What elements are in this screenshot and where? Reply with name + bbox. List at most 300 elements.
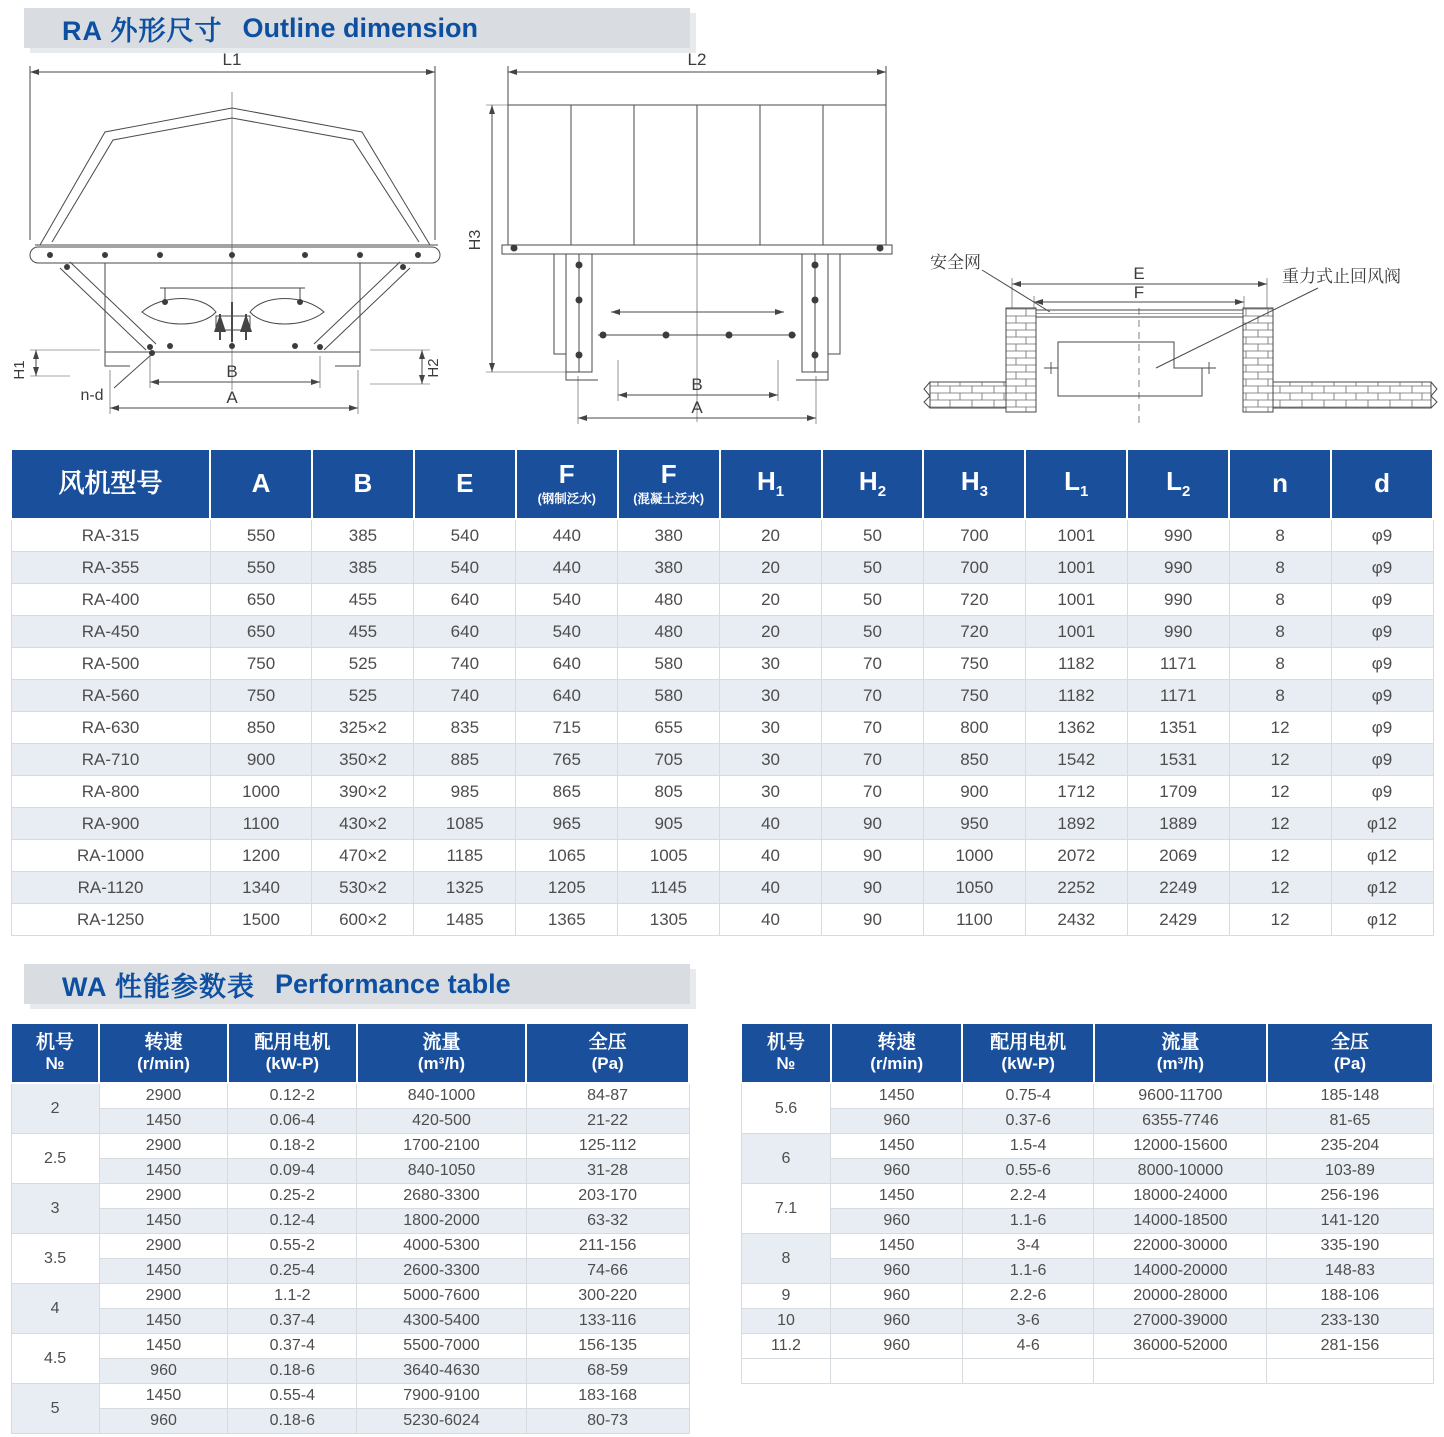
performance-value-cell: 31-28 <box>526 1159 689 1184</box>
performance-table-row <box>741 1309 1433 1334</box>
dimension-column-header: F (混凝土泛水) <box>618 449 720 519</box>
dimension-value-cell: 765 <box>516 744 618 776</box>
dimension-value-cell: 2429 <box>1127 904 1229 936</box>
performance-table-right <box>740 1022 1434 1384</box>
install-dim-label-e: E <box>1133 264 1145 283</box>
performance-table-row <box>741 1259 1433 1284</box>
dimension-value-cell: 1542 <box>1025 744 1127 776</box>
performance-value-cell: 84-87 <box>526 1083 689 1109</box>
dimension-value-cell: 40 <box>720 840 822 872</box>
dimension-value-cell: 1362 <box>1025 712 1127 744</box>
performance-value-cell: 256-196 <box>1267 1184 1433 1209</box>
section-title-outline <box>24 8 690 48</box>
performance-value-cell: 1700-2100 <box>357 1134 527 1159</box>
performance-value-cell: 2900 <box>99 1083 228 1109</box>
dimension-value-cell: 1065 <box>516 840 618 872</box>
front-dim-label-nd: n-d <box>80 387 104 404</box>
performance-table-row <box>741 1234 1433 1259</box>
dimension-value-cell: 540 <box>516 584 618 616</box>
dimension-value-cell: 90 <box>822 904 924 936</box>
dimension-value-cell: 650 <box>210 616 312 648</box>
dimension-value-cell: 865 <box>516 776 618 808</box>
dimension-value-cell: 90 <box>822 808 924 840</box>
dimension-value-cell: 440 <box>516 552 618 584</box>
dimension-value-cell: 1000 <box>923 840 1025 872</box>
performance-value-cell: 300-220 <box>526 1284 689 1309</box>
dimension-value-cell: 1340 <box>210 872 312 904</box>
dimension-value-cell: 905 <box>618 808 720 840</box>
performance-table-row <box>11 1409 689 1434</box>
dimension-value-cell: 8 <box>1229 680 1331 712</box>
dimension-value-cell: 700 <box>923 552 1025 584</box>
performance-value-cell: 1.1-6 <box>962 1259 1093 1284</box>
install-label-check-damper: 重力式止回风阀 <box>1282 267 1401 286</box>
performance-value-cell: 2900 <box>99 1134 228 1159</box>
dimension-value-cell: 50 <box>822 616 924 648</box>
front-dim-label-a: A <box>226 388 238 407</box>
dimension-value-cell: 525 <box>312 648 414 680</box>
fan-model-cell: RA-630 <box>11 712 210 744</box>
fan-side-view-diagram <box>466 50 918 442</box>
dimension-value-cell: 1712 <box>1025 776 1127 808</box>
fan-size-label-cell: 8 <box>741 1234 831 1284</box>
performance-value-cell: 2.2-4 <box>962 1184 1093 1209</box>
performance-value-cell: 335-190 <box>1267 1234 1433 1259</box>
dimension-value-cell: 1001 <box>1025 552 1127 584</box>
performance-value-cell: 0.09-4 <box>228 1159 357 1184</box>
dimension-value-cell: 540 <box>516 616 618 648</box>
dimension-value-cell: 70 <box>822 648 924 680</box>
dimension-value-cell: 20 <box>720 519 822 552</box>
dimension-value-cell: 470×2 <box>312 840 414 872</box>
performance-value-cell: 5500-7000 <box>357 1334 527 1359</box>
performance-value-cell: 2600-3300 <box>357 1259 527 1284</box>
dimension-table-row <box>11 872 1433 904</box>
performance-table-row <box>741 1134 1433 1159</box>
performance-value-cell: 960 <box>831 1159 962 1184</box>
dimension-column-header: B <box>312 449 414 519</box>
dimension-value-cell: 990 <box>1127 519 1229 552</box>
fan-model-cell: RA-355 <box>11 552 210 584</box>
performance-value-cell: 211-156 <box>526 1234 689 1259</box>
dimension-value-cell: 480 <box>618 584 720 616</box>
performance-table-row <box>11 1384 689 1409</box>
dimension-value-cell: 325×2 <box>312 712 414 744</box>
performance-table-row <box>11 1234 689 1259</box>
dimension-table-row <box>11 776 1433 808</box>
performance-column-header: 流量 (m³/h) <box>1094 1023 1267 1083</box>
dimension-value-cell: 540 <box>414 552 516 584</box>
performance-column-header: 流量 (m³/h) <box>357 1023 527 1083</box>
dimension-column-header: $H_1$ <box>720 449 822 519</box>
dimension-value-cell: 1050 <box>923 872 1025 904</box>
performance-value-cell: 156-135 <box>526 1334 689 1359</box>
performance-value-cell: 960 <box>831 1209 962 1234</box>
dimension-value-cell: 50 <box>822 519 924 552</box>
performance-column-header: 全压 (Pa) <box>1267 1023 1433 1083</box>
performance-value-cell: 840-1050 <box>357 1159 527 1184</box>
dimension-table-row <box>11 680 1433 712</box>
performance-value-cell: 148-83 <box>1267 1259 1433 1284</box>
performance-value-cell: 960 <box>99 1359 228 1384</box>
performance-value-cell: 22000-30000 <box>1094 1234 1267 1259</box>
dimension-value-cell: 385 <box>312 552 414 584</box>
section-title-performance <box>24 964 690 1004</box>
dimension-value-cell: 950 <box>923 808 1025 840</box>
dimension-value-cell: 550 <box>210 552 312 584</box>
dimension-column-header: $H_3$ <box>923 449 1025 519</box>
install-dim-label-f: F <box>1133 283 1145 302</box>
dimension-value-cell: 835 <box>414 712 516 744</box>
dimension-value-cell: 90 <box>822 840 924 872</box>
dimension-value-cell: 580 <box>618 648 720 680</box>
dimension-table-row <box>11 904 1433 936</box>
dimension-value-cell: 90 <box>822 872 924 904</box>
dimension-value-cell: 2069 <box>1127 840 1229 872</box>
dimension-value-cell: 750 <box>923 680 1025 712</box>
performance-table-row <box>11 1309 689 1334</box>
dimension-value-cell: 455 <box>312 616 414 648</box>
dimension-value-cell: 655 <box>618 712 720 744</box>
performance-table-row <box>741 1284 1433 1309</box>
performance-value-cell: 0.37-4 <box>228 1334 357 1359</box>
dimension-value-cell: 900 <box>923 776 1025 808</box>
performance-table-row <box>741 1209 1433 1234</box>
performance-value-cell: 103-89 <box>1267 1159 1433 1184</box>
performance-value-cell: 1450 <box>99 1109 228 1134</box>
front-dim-label-h1: H1 <box>11 360 28 380</box>
dimension-table-row <box>11 616 1433 648</box>
dimension-value-cell: 8 <box>1229 584 1331 616</box>
dimension-value-cell: 1200 <box>210 840 312 872</box>
dimension-value-cell: 1205 <box>516 872 618 904</box>
fan-model-cell: RA-315 <box>11 519 210 552</box>
dimension-value-cell: φ9 <box>1331 744 1433 776</box>
fan-model-cell: RA-710 <box>11 744 210 776</box>
dimension-value-cell: 1185 <box>414 840 516 872</box>
performance-value-cell: 0.12-4 <box>228 1209 357 1234</box>
dimension-value-cell: 1171 <box>1127 648 1229 680</box>
dimension-value-cell: φ9 <box>1331 712 1433 744</box>
performance-table-row <box>741 1109 1433 1134</box>
fan-model-cell: RA-800 <box>11 776 210 808</box>
performance-table-row <box>741 1083 1433 1109</box>
performance-value-cell: 0.55-2 <box>228 1234 357 1259</box>
performance-column-header: 配用电机 (kW-P) <box>228 1023 357 1083</box>
performance-value-cell: 0.18-2 <box>228 1134 357 1159</box>
dimension-value-cell: 650 <box>210 584 312 616</box>
performance-value-cell: 74-66 <box>526 1259 689 1284</box>
performance-value-cell: 3-6 <box>962 1309 1093 1334</box>
section-title-performance-zh: WA 性能参数表 <box>62 971 255 1002</box>
dimension-value-cell: 640 <box>414 584 516 616</box>
fan-size-label-cell: 5.6 <box>741 1083 831 1134</box>
dimension-value-cell: 990 <box>1127 552 1229 584</box>
performance-value-cell: 80-73 <box>526 1409 689 1434</box>
dimension-value-cell: 1351 <box>1127 712 1229 744</box>
performance-value-cell: 2.2-6 <box>962 1284 1093 1309</box>
performance-value-cell: 68-59 <box>526 1359 689 1384</box>
performance-value-cell: 9600-11700 <box>1094 1083 1267 1109</box>
dimension-value-cell: 8 <box>1229 552 1331 584</box>
performance-table-row <box>741 1159 1433 1184</box>
performance-value-cell: 1450 <box>99 1384 228 1409</box>
dimension-value-cell: 8 <box>1229 648 1331 680</box>
dimension-value-cell: 1000 <box>210 776 312 808</box>
dimension-value-cell: 385 <box>312 519 414 552</box>
performance-value-cell: 188-106 <box>1267 1284 1433 1309</box>
dimension-value-cell: 1001 <box>1025 584 1127 616</box>
dimension-value-cell: 12 <box>1229 808 1331 840</box>
dimension-value-cell: 1365 <box>516 904 618 936</box>
performance-value-cell: 14000-20000 <box>1094 1259 1267 1284</box>
dimension-value-cell: 1892 <box>1025 808 1127 840</box>
dimension-value-cell: 12 <box>1229 840 1331 872</box>
performance-table-row <box>741 1184 1433 1209</box>
dimension-table-header-row <box>11 449 1433 519</box>
performance-value-cell: 141-120 <box>1267 1209 1433 1234</box>
performance-table-row <box>11 1083 689 1109</box>
performance-table-row <box>11 1109 689 1134</box>
dimension-value-cell: 40 <box>720 904 822 936</box>
performance-value-cell: 20000-28000 <box>1094 1284 1267 1309</box>
dimension-column-header: F (钢制泛水) <box>516 449 618 519</box>
fan-size-label-cell <box>741 1359 831 1384</box>
dimension-value-cell: 8 <box>1229 519 1331 552</box>
performance-value-cell: 235-204 <box>1267 1134 1433 1159</box>
dimension-value-cell: 1100 <box>923 904 1025 936</box>
dimension-value-cell: 380 <box>618 519 720 552</box>
dimension-value-cell: 540 <box>414 519 516 552</box>
performance-table-row <box>741 1334 1433 1359</box>
dimension-value-cell: 70 <box>822 712 924 744</box>
performance-value-cell: 1450 <box>831 1184 962 1209</box>
dimension-value-cell: φ9 <box>1331 776 1433 808</box>
dimension-value-cell: 1001 <box>1025 616 1127 648</box>
dimension-value-cell: 50 <box>822 584 924 616</box>
performance-value-cell: 1450 <box>831 1083 962 1109</box>
performance-value-cell: 0.12-2 <box>228 1083 357 1109</box>
dimension-value-cell: 20 <box>720 616 822 648</box>
performance-value-cell: 0.25-4 <box>228 1259 357 1284</box>
performance-column-header: 机号 № <box>741 1023 831 1083</box>
dimension-value-cell: 1182 <box>1025 648 1127 680</box>
performance-value-cell: 14000-18500 <box>1094 1209 1267 1234</box>
dimension-table-row <box>11 584 1433 616</box>
dimension-value-cell: 1145 <box>618 872 720 904</box>
dimension-value-cell: 30 <box>720 744 822 776</box>
dimension-value-cell: 1500 <box>210 904 312 936</box>
performance-column-header: 转速 (r/min) <box>99 1023 228 1083</box>
fan-size-label-cell: 6 <box>741 1134 831 1184</box>
performance-value-cell: 1.1-6 <box>962 1209 1093 1234</box>
performance-value-cell: 0.06-4 <box>228 1109 357 1134</box>
performance-value-cell: 2680-3300 <box>357 1184 527 1209</box>
fan-model-cell: RA-450 <box>11 616 210 648</box>
dimension-value-cell: φ9 <box>1331 648 1433 680</box>
dimension-value-cell: 965 <box>516 808 618 840</box>
performance-value-cell: 2900 <box>99 1284 228 1309</box>
fan-size-label-cell: 4.5 <box>11 1334 99 1384</box>
performance-value-cell: 0.18-6 <box>228 1409 357 1434</box>
dimension-value-cell: 12 <box>1229 776 1331 808</box>
performance-value-cell: 1450 <box>831 1234 962 1259</box>
performance-table-row <box>11 1184 689 1209</box>
performance-value-cell: 0.75-4 <box>962 1083 1093 1109</box>
performance-value-cell: 21-22 <box>526 1109 689 1134</box>
performance-value-cell: 1450 <box>831 1134 962 1159</box>
dimension-value-cell: 50 <box>822 552 924 584</box>
fan-model-cell: RA-1000 <box>11 840 210 872</box>
performance-value-cell: 4-6 <box>962 1334 1093 1359</box>
dimension-value-cell: 12 <box>1229 744 1331 776</box>
dimension-value-cell: 30 <box>720 712 822 744</box>
performance-value-cell: 4000-5300 <box>357 1234 527 1259</box>
performance-value-cell: 1450 <box>99 1259 228 1284</box>
dimension-value-cell: 985 <box>414 776 516 808</box>
fan-size-label-cell: 11.2 <box>741 1334 831 1359</box>
dimension-value-cell: 740 <box>414 648 516 680</box>
dimension-table-row <box>11 519 1433 552</box>
dimension-value-cell: 885 <box>414 744 516 776</box>
fan-size-label-cell: 2.5 <box>11 1134 99 1184</box>
section-title-performance-en: Performance table <box>275 968 511 999</box>
performance-table-left <box>10 1022 690 1434</box>
dimension-column-header: $H_2$ <box>822 449 924 519</box>
dimension-table-row <box>11 648 1433 680</box>
dimension-value-cell: φ12 <box>1331 840 1433 872</box>
dimension-column-header: $L_2$ <box>1127 449 1229 519</box>
performance-table-row <box>741 1359 1433 1384</box>
performance-value-cell: 3-4 <box>962 1234 1093 1259</box>
fan-size-label-cell: 7.1 <box>741 1184 831 1234</box>
dimension-value-cell: 640 <box>516 648 618 680</box>
dimension-value-cell: φ9 <box>1331 680 1433 712</box>
dimension-value-cell: 1531 <box>1127 744 1229 776</box>
dimension-value-cell: 1171 <box>1127 680 1229 712</box>
dimension-value-cell: φ12 <box>1331 872 1433 904</box>
dimension-value-cell: 1485 <box>414 904 516 936</box>
performance-table-row <box>11 1259 689 1284</box>
dimension-value-cell: 640 <box>414 616 516 648</box>
performance-value-cell: 0.18-6 <box>228 1359 357 1384</box>
dimension-table <box>10 448 1434 936</box>
performance-value-cell: 203-170 <box>526 1184 689 1209</box>
dimension-value-cell: 12 <box>1229 872 1331 904</box>
fan-size-label-cell: 3 <box>11 1184 99 1234</box>
fan-model-cell: RA-900 <box>11 808 210 840</box>
performance-value-cell: 63-32 <box>526 1209 689 1234</box>
side-dim-label-a: A <box>691 398 703 417</box>
performance-table-header-row <box>741 1023 1433 1083</box>
dimension-value-cell: 740 <box>414 680 516 712</box>
dimension-value-cell: φ9 <box>1331 616 1433 648</box>
front-dim-label-l1: L1 <box>222 50 242 69</box>
front-dim-label-b: B <box>226 362 238 381</box>
dimension-value-cell: 715 <box>516 712 618 744</box>
performance-value-cell: 840-1000 <box>357 1083 527 1109</box>
performance-value-cell: 3640-4630 <box>357 1359 527 1384</box>
dimension-value-cell: φ12 <box>1331 904 1433 936</box>
dimension-value-cell: 40 <box>720 808 822 840</box>
dimension-value-cell: 900 <box>210 744 312 776</box>
performance-value-cell: 0.37-6 <box>962 1109 1093 1134</box>
performance-value-cell: 960 <box>831 1259 962 1284</box>
fan-model-cell: RA-500 <box>11 648 210 680</box>
performance-value-cell <box>1267 1359 1433 1384</box>
dimension-column-header: E <box>414 449 516 519</box>
performance-table-row <box>11 1159 689 1184</box>
performance-value-cell <box>831 1359 962 1384</box>
dimension-value-cell: 700 <box>923 519 1025 552</box>
performance-value-cell: 36000-52000 <box>1094 1334 1267 1359</box>
dimension-value-cell: 750 <box>923 648 1025 680</box>
dimension-value-cell: φ9 <box>1331 584 1433 616</box>
dimension-value-cell: 1100 <box>210 808 312 840</box>
performance-value-cell: 6355-7746 <box>1094 1109 1267 1134</box>
dimension-column-header: $L_1$ <box>1025 449 1127 519</box>
dimension-value-cell: 580 <box>618 680 720 712</box>
dimension-value-cell: 350×2 <box>312 744 414 776</box>
performance-value-cell: 960 <box>831 1284 962 1309</box>
performance-value-cell: 2900 <box>99 1234 228 1259</box>
performance-value-cell: 1800-2000 <box>357 1209 527 1234</box>
performance-value-cell: 2900 <box>99 1184 228 1209</box>
dimension-value-cell: 805 <box>618 776 720 808</box>
performance-value-cell: 960 <box>831 1334 962 1359</box>
performance-column-header: 机号 № <box>11 1023 99 1083</box>
dimension-value-cell: 525 <box>312 680 414 712</box>
installation-diagram <box>922 50 1442 442</box>
dimension-value-cell: 30 <box>720 680 822 712</box>
dimension-value-cell: 2072 <box>1025 840 1127 872</box>
dimension-value-cell: 1305 <box>618 904 720 936</box>
dimension-value-cell: 380 <box>618 552 720 584</box>
fan-model-cell: RA-1250 <box>11 904 210 936</box>
performance-table-header-row <box>11 1023 689 1083</box>
fan-model-cell: RA-400 <box>11 584 210 616</box>
dimension-value-cell: φ12 <box>1331 808 1433 840</box>
performance-value-cell: 12000-15600 <box>1094 1134 1267 1159</box>
performance-value-cell: 960 <box>831 1309 962 1334</box>
dimension-value-cell: 530×2 <box>312 872 414 904</box>
performance-value-cell: 133-116 <box>526 1309 689 1334</box>
performance-value-cell: 183-168 <box>526 1384 689 1409</box>
performance-value-cell: 1450 <box>99 1159 228 1184</box>
performance-value-cell: 18000-24000 <box>1094 1184 1267 1209</box>
performance-value-cell: 1.5-4 <box>962 1134 1093 1159</box>
performance-value-cell: 27000-39000 <box>1094 1309 1267 1334</box>
performance-value-cell: 0.25-2 <box>228 1184 357 1209</box>
dimension-value-cell: 1709 <box>1127 776 1229 808</box>
dimension-value-cell: 640 <box>516 680 618 712</box>
dimension-value-cell: 750 <box>210 648 312 680</box>
performance-value-cell: 0.37-4 <box>228 1309 357 1334</box>
dimension-value-cell: 390×2 <box>312 776 414 808</box>
dimension-column-header: n <box>1229 449 1331 519</box>
dimension-value-cell: 850 <box>923 744 1025 776</box>
side-dim-label-b: B <box>691 375 703 394</box>
dimension-table-row <box>11 744 1433 776</box>
fan-size-label-cell: 4 <box>11 1284 99 1334</box>
fan-size-label-cell: 3.5 <box>11 1234 99 1284</box>
dimension-value-cell: 705 <box>618 744 720 776</box>
performance-table-row <box>11 1359 689 1384</box>
dimension-value-cell: 990 <box>1127 616 1229 648</box>
dimension-column-header: 风机型号 <box>11 449 210 519</box>
dimension-table-row <box>11 840 1433 872</box>
dimension-value-cell: 70 <box>822 776 924 808</box>
